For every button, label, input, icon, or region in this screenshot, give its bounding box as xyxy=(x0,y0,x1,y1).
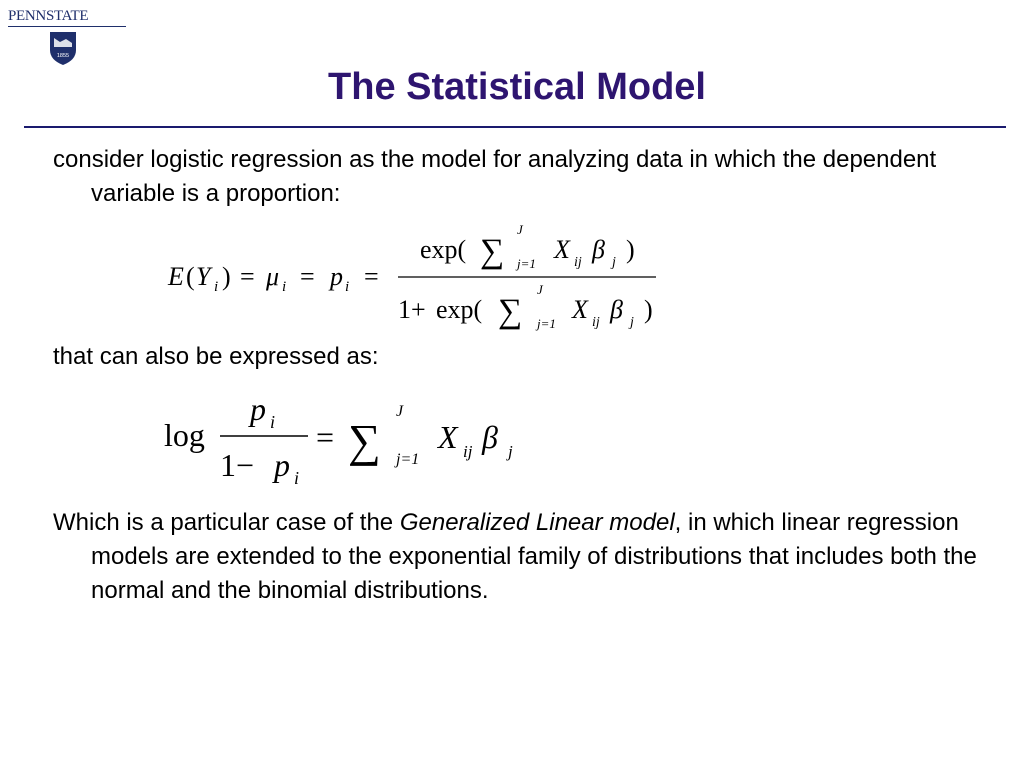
logit-formula xyxy=(160,392,530,492)
formula-equals: = xyxy=(316,419,335,455)
formula-sum: ∑ xyxy=(348,415,381,466)
logo-wordmark: PENNSTATE xyxy=(8,8,89,24)
logo-year: 1855 xyxy=(56,53,70,59)
formula-X: X xyxy=(554,235,570,264)
formula-X: X xyxy=(572,295,588,324)
paragraph-intro: consider logistic regression as the model for analyzing data in which the dependent variable is a proportion: xyxy=(53,146,937,207)
logistic-formula xyxy=(160,220,660,335)
logo-rule xyxy=(8,26,126,27)
formula-sum-upper: J xyxy=(396,403,404,420)
formula-paren: ) xyxy=(222,262,231,291)
formula-Y: Y xyxy=(196,262,211,291)
formula-sum-lower: j=1 xyxy=(517,256,536,271)
formula-sub-ij: ij xyxy=(574,255,582,270)
formula-sum-lower: j=1 xyxy=(537,316,556,331)
formula-sub-j: j xyxy=(630,315,634,330)
formula-X: X xyxy=(438,419,458,455)
formula-sub-j: j xyxy=(612,255,616,270)
formula-close: ) xyxy=(626,235,635,264)
formula-mu: μ xyxy=(266,262,280,291)
formula-p: p xyxy=(274,447,290,483)
formula-sum-lower: j=1 xyxy=(396,451,420,468)
formula-close: ) xyxy=(644,295,653,324)
formula-equals: = xyxy=(240,262,255,291)
formula-sum: ∑ xyxy=(498,293,523,330)
formula-sub-i: i xyxy=(345,279,350,295)
slide-title: The Statistical Model xyxy=(328,66,706,108)
formula-sub-j: j xyxy=(508,442,513,461)
formula-sub-i: i xyxy=(214,279,219,295)
formula-p: p xyxy=(330,262,343,291)
formula-paren: ( xyxy=(186,262,195,291)
paragraph-glm xyxy=(53,506,1024,608)
formula-log: log xyxy=(164,417,205,453)
formula-sub-i: i xyxy=(282,279,287,295)
formula-one-minus: 1− xyxy=(220,447,255,483)
formula-p: p xyxy=(250,392,266,427)
glm-text-start: Which is a particular case of the xyxy=(53,509,400,536)
glm-emphasis: Generalized Linear model xyxy=(399,509,675,536)
formula-one-plus: 1+ xyxy=(398,295,426,324)
shield-icon xyxy=(48,30,78,66)
formula-sub-i: i xyxy=(294,468,300,488)
formula-E: E xyxy=(168,262,184,291)
formula-sub-i: i xyxy=(270,412,276,432)
formula-sum-upper: J xyxy=(517,222,523,237)
formula-sum-upper: J xyxy=(537,282,543,297)
formula-beta: β xyxy=(592,235,605,264)
formula-sub-ij: ij xyxy=(592,315,600,330)
formula-exp: exp( xyxy=(436,295,483,324)
formula-beta: β xyxy=(482,419,498,455)
glm-text-end: , in which linear regression models are extended to the exponential family of distributions that includes both the normal and the binomial distributions. xyxy=(91,509,977,604)
formula-equals: = xyxy=(364,262,379,291)
formula-equals: = xyxy=(300,262,315,291)
formula-beta: β xyxy=(610,295,623,324)
formula-exp: exp( xyxy=(420,235,467,264)
pennstate-logo xyxy=(8,8,130,64)
title-divider xyxy=(24,126,1006,128)
formula-sum: ∑ xyxy=(480,233,505,270)
paragraph-expressed: that can also be expressed as: xyxy=(53,343,379,370)
formula-sub-ij: ij xyxy=(463,442,473,461)
